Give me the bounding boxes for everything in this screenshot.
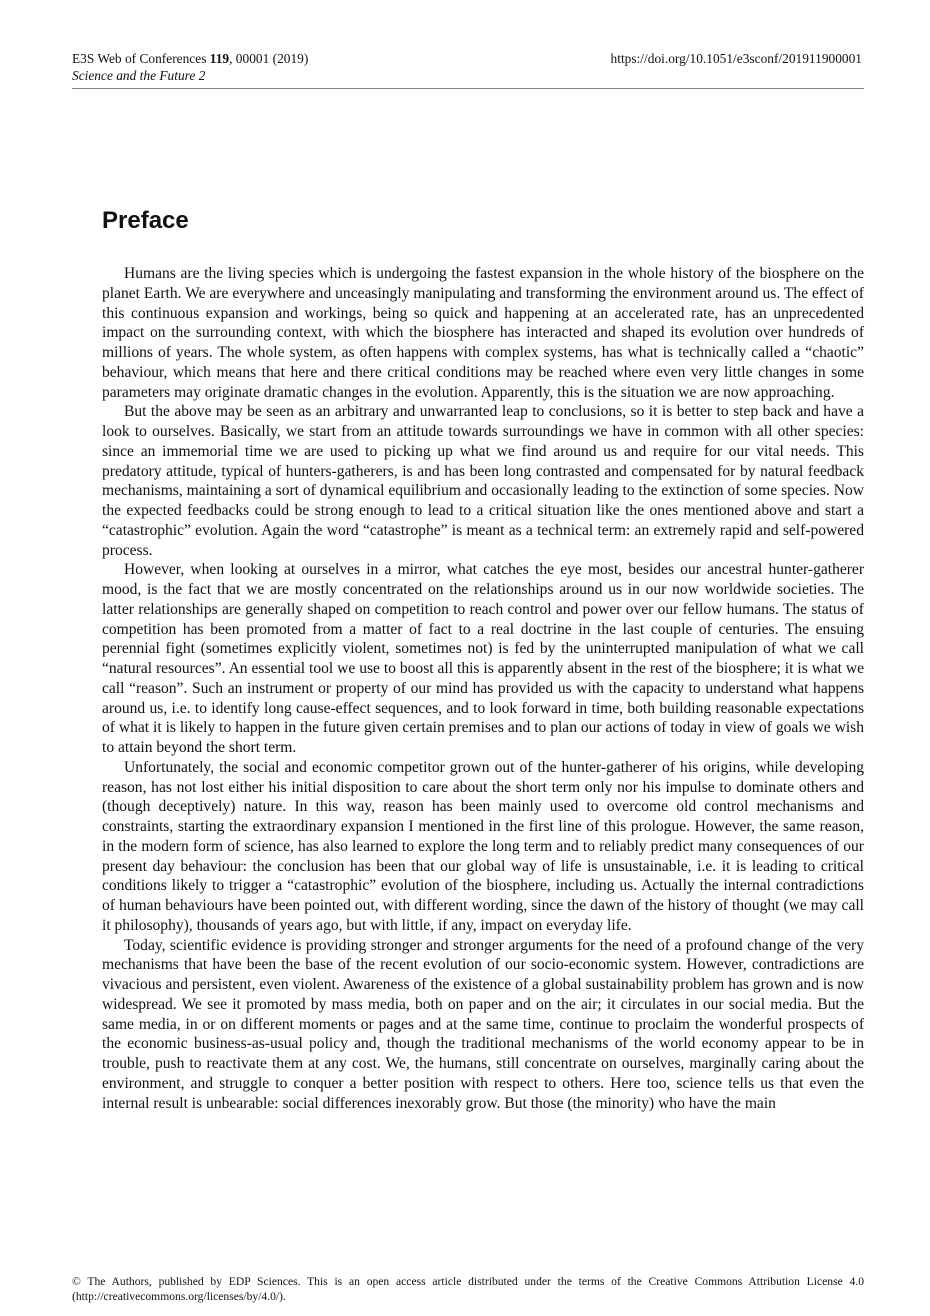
- journal-citation: [72, 50, 308, 84]
- article-body: [102, 264, 864, 1113]
- paragraph-5: Today, scientific evidence is providing stronger and stronger arguments for the need of a profound change of the very mechanisms that have been the base of the recent evolution of our socio-economic system. However, contradictions are vivacious and persistent, even violent. Awareness of the existence of a global sustainability problem has grown and is now widespread. We see it promoted by mass media, both on paper and on the air; it circulates in our social media. But the same media, in or on different moments or pages and at the same time, continue to proclaim the wonderful prospects of the economic business-as-usual policy and, though the traditional mechanisms of the world economy appear to be in trouble, push to reactivate them at any cost. We, the humans, still concentrate on ourselves, marginally caring about the environment, and struggle to conquer a better position with respect to others. Here too, science tells us that even the internal result is unbearable: social differences inexorably grow. But those (the minority) who have the main: [102, 936, 864, 1112]
- article-info: , 00001 (2019): [229, 51, 309, 66]
- page-title: Preface: [102, 207, 189, 234]
- journal-name: E3S Web of Conferences: [72, 51, 210, 66]
- paragraph-2: But the above may be seen as an arbitrary and unwarranted leap to conclusions, so it is better to step back and have a look to ourselves. Basically, we start from an attitude towards surroundings we have in common with all other species: since an immemorial time we are used to picking up what we find around us and require for our vital needs. This predatory attitude, typical of hunters-gatherers, is and has been long contrasted and compensated for by natural feedback mechanisms, maintaining a sort of dynamical equilibrium and occasionally leading to the extinction of some species. Now the expected feedbacks could be strong enough to lead to a critical situation like the ones mentioned above and start a “catastrophic” evolution. Again the word “catastrophe” is meant as a technical term: an extremely rapid and self-powered process.: [102, 403, 864, 559]
- paragraph-4: Unfortunately, the social and economic competitor grown out of the hunter-gatherer of his origins, while developing reason, has not lost either his initial disposition to care about the short term only nor his impulse to dominate others and (though deceptively) nature. In this way, reason has been mainly used to overcome old control mechanisms and constraints, starting the extraordinary expansion I mentioned in the first line of this prologue. However, the same reason, in the modern form of science, has also learned to explore the long term and to reliably predict many consequences of our present day behaviour: the conclusion has been that our global way of life is unsustainable, i.e. it is leading to critical conditions likely to trigger a “catastrophic” evolution of the biosphere, including us. Actually the internal contradictions of human behaviours have been pointed out, with different wording, since the dawn of the history of thought (we may call it philosophy), thousands of years ago, but with little, if any, impact on everyday life.: [102, 758, 864, 934]
- journal-volume: 119: [209, 51, 230, 66]
- conference-series: Science and the Future 2: [72, 68, 206, 83]
- doi-link[interactable]: https://doi.org/10.1051/e3sconf/201911900001: [610, 51, 862, 66]
- journal-line: [72, 50, 308, 67]
- license-footer: © The Authors, published by EDP Sciences. This is an open access article distributed under the terms of the Creative Commons Attribution License 4.0 (http://creativecommons.org/licenses/by/4.0/).: [72, 1275, 864, 1303]
- paragraph-3: However, when looking at ourselves in a mirror, what catches the eye most, besides our ancestral hunter-gatherer mood, is the fact that we are mostly concentrated on the relationships around us in our now worldwide societies. The latter relationships are generally shaped on competition to reach control and power over our fellow humans. The status of competition has been promoted from a matter of fact to a real doctrine in the last couple of centuries. The ensuing perennial fight (sometimes explicitly violent, sometimes not) is fed by the uninterrupted manipulation of what we call “natural resources”. An essential tool we use to boost all this is apparently absent in the rest of the biosphere; it is what we call “reason”. Such an instrument or property of our mind has provided us with the capacity to understand what happens around us, i.e. to identify long cause-effect sequences, and to look forward in time, both building reasonable expectations of what it is likely to happen in the future given certain premises and to plan our actions of today in view of goals we wish to attain beyond the short term.: [102, 561, 864, 756]
- paragraph-1: Humans are the living species which is undergoing the fastest expansion in the whole history of the biosphere on the planet Earth. We are everywhere and unceasingly manipulating and transforming the environment around us. The effect of this continuous expansion and workings, being so quick and happening at an accelerated rate, has an unprecedented impact on the surrounding context, with which the biosphere has interacted and shaped its evolution over hundreds of millions of years. The whole system, as often happens with complex systems, has what is technically called a “chaotic” behaviour, which means that here and there critical conditions may be reached where even very little changes in some parameters may originate dramatic changes in the evolution. Apparently, this is the situation we are now approaching.: [102, 265, 864, 401]
- page-header: [72, 50, 864, 89]
